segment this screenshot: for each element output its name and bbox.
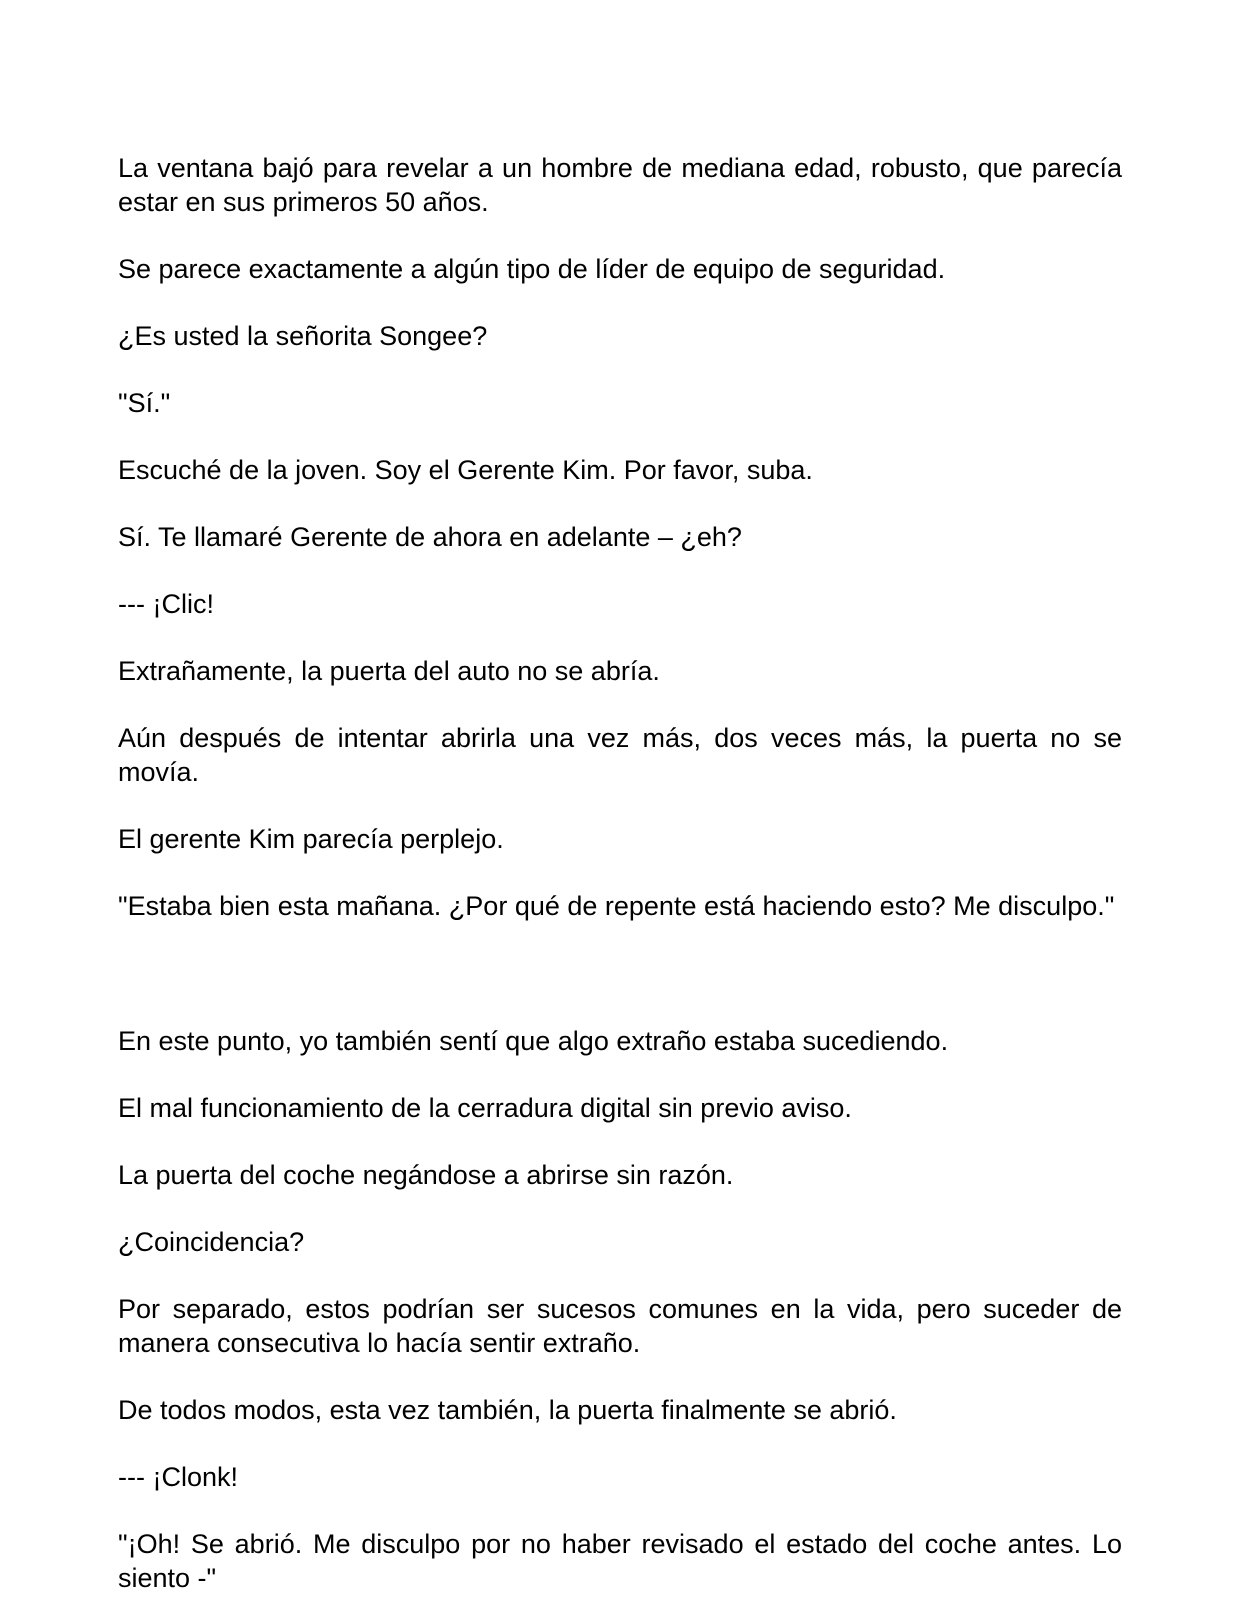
section-spacer	[118, 956, 1122, 1024]
paragraph: ¿Coincidencia?	[118, 1227, 305, 1257]
paragraph: --- ¡Clonk!	[118, 1462, 238, 1492]
paragraph: Sí. Te llamaré Gerente de ahora en adelante – ¿eh?	[118, 522, 742, 552]
paragraph: Extrañamente, la puerta del auto no se abría.	[118, 656, 660, 686]
paragraph: Escuché de la joven. Soy el Gerente Kim. Por favor, suba.	[118, 455, 813, 485]
paragraph: Se parece exactamente a algún tipo de líder de equipo de seguridad.	[118, 254, 946, 284]
paragraph: "Sí."	[118, 388, 171, 418]
paragraph: En este punto, yo también sentí que algo extraño estaba sucediendo.	[118, 1026, 949, 1056]
paragraph: "¡Oh! Se abrió. Me disculpo por no haber revisado el estado del coche antes. Lo siento -"	[118, 1529, 1122, 1593]
paragraph: De todos modos, esta vez también, la puerta finalmente se abrió.	[118, 1395, 897, 1425]
paragraph: Por separado, estos podrían ser sucesos comunes en la vida, pero suceder de manera consecutiva lo hacía sentir extraño.	[118, 1294, 1122, 1358]
paragraph: --- ¡Clic!	[118, 589, 214, 619]
paragraph: Aún después de intentar abrirla una vez más, dos veces más, la puerta no se movía.	[118, 723, 1122, 787]
paragraph: La ventana bajó para revelar a un hombre de mediana edad, robusto, que parecía estar en sus primeros 50 años.	[118, 153, 1122, 217]
paragraph: El gerente Kim parecía perplejo.	[118, 824, 504, 854]
paragraph: La puerta del coche negándose a abrirse sin razón.	[118, 1160, 734, 1190]
paragraph: El mal funcionamiento de la cerradura digital sin previo aviso.	[118, 1093, 852, 1123]
paragraph: "Estaba bien esta mañana. ¿Por qué de repente está haciendo esto? Me disculpo."	[118, 891, 1115, 921]
paragraph: ¿Es usted la señorita Songee?	[118, 321, 488, 351]
document-body	[118, 151, 1122, 1620]
